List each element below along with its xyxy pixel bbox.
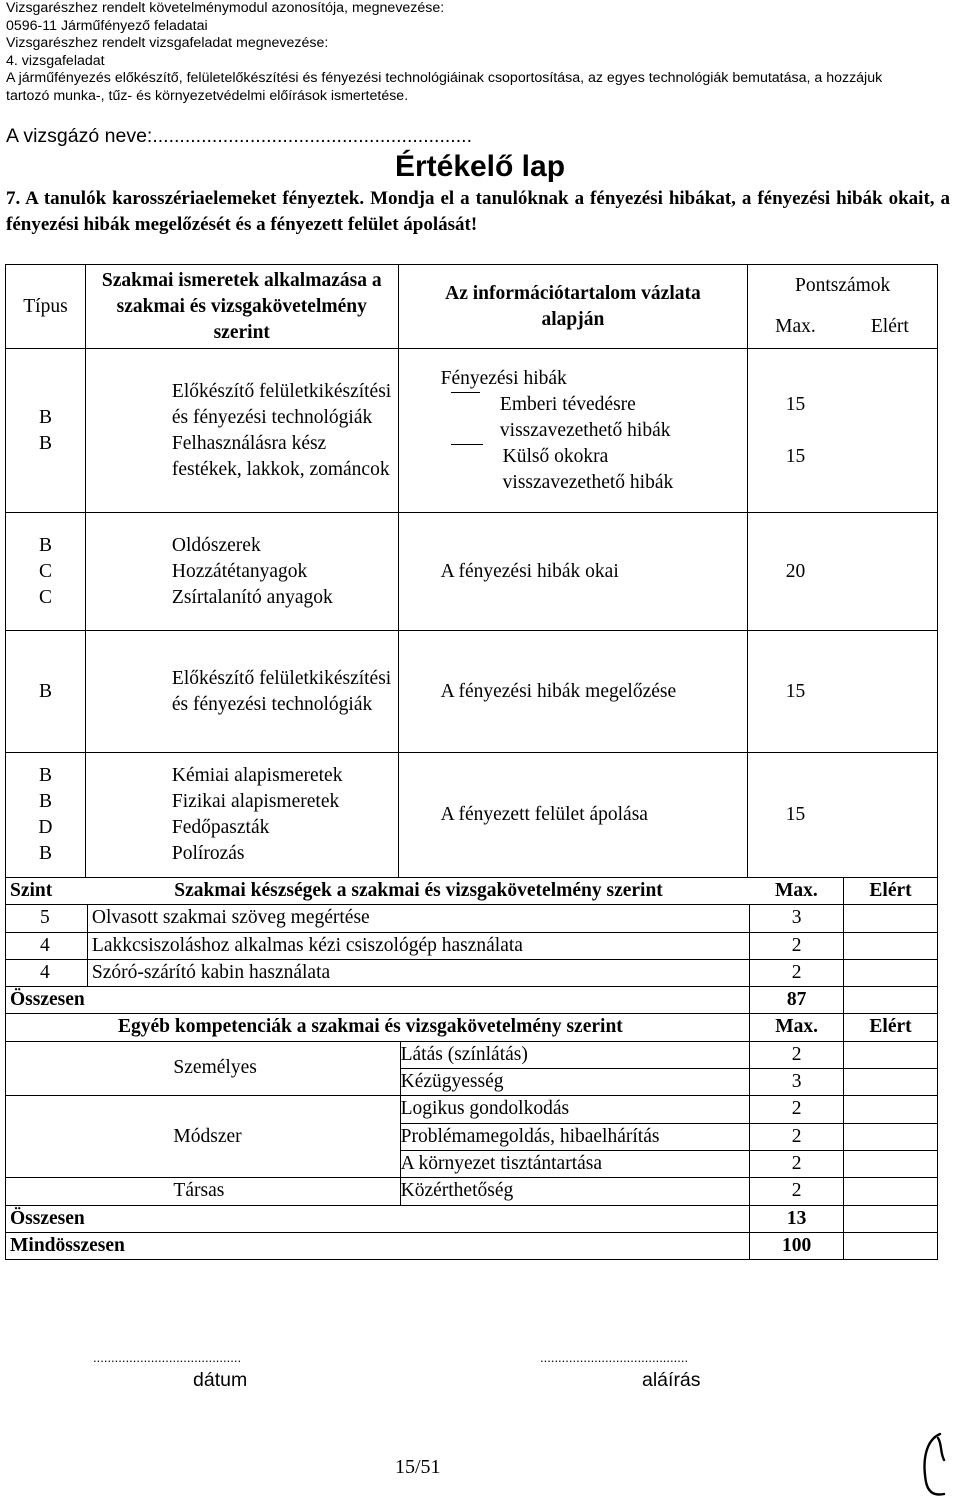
competency-group: Személyes bbox=[87, 1041, 400, 1096]
table-row bbox=[6, 513, 938, 631]
skill-name: Olvasott szakmai szöveg megértése bbox=[87, 905, 749, 932]
outline-item: Külső okokra visszavezethető hibák bbox=[502, 445, 674, 493]
total-achieved bbox=[844, 1232, 938, 1259]
type-code: D bbox=[38, 817, 53, 838]
competency-row bbox=[6, 1096, 938, 1123]
achieved-header: Elért bbox=[844, 878, 938, 905]
knowledge-item: Zsírtalanító anyagok bbox=[171, 586, 333, 608]
type-code: B bbox=[38, 843, 52, 864]
max-points: 15 bbox=[785, 393, 806, 415]
knowledge-item: Előkészítő felületkikészítési és fényezési technológiák bbox=[85, 631, 398, 753]
knowledge-item: Fedőpaszták bbox=[171, 817, 270, 838]
header-outline: Az információtartalom vázlata alapján bbox=[398, 265, 748, 349]
header-line: Vizsgarészhez rendelt követelménymodul azonosítója, megnevezése: bbox=[6, 0, 445, 16]
competency-item: Problémamegoldás, hibaelhárítás bbox=[400, 1123, 750, 1150]
skill-achieved bbox=[844, 932, 938, 959]
other-title: Egyéb kompetenciák a szakmai és vizsgakövetelmény szerint bbox=[6, 1014, 750, 1041]
header-achieved: Elért bbox=[843, 307, 938, 349]
outline-bullet bbox=[441, 444, 718, 496]
max-points: 20 bbox=[748, 513, 843, 631]
header-line: Vizsgarészhez rendelt vizsgafeladat megnevezése: bbox=[6, 35, 329, 52]
type-code: C bbox=[38, 560, 52, 582]
skill-level: 4 bbox=[6, 959, 88, 986]
subtotal-value: 13 bbox=[750, 1205, 844, 1232]
competency-item: A környezet tisztántartása bbox=[400, 1150, 750, 1177]
max-points: 15 bbox=[785, 445, 806, 467]
evaluation-table bbox=[5, 264, 938, 878]
knowledge-item: Felhasználásra kész festékek, lakkok, zománcok bbox=[171, 432, 390, 480]
achieved-header: Elért bbox=[844, 1014, 938, 1041]
outline-bullet bbox=[441, 392, 718, 444]
skills-header-row bbox=[6, 878, 938, 905]
outline-item: A fényezési hibák megelőzése bbox=[398, 631, 748, 753]
subtotal-row bbox=[6, 987, 938, 1014]
competency-max: 2 bbox=[750, 1096, 844, 1123]
other-header-row bbox=[6, 1014, 938, 1041]
subtotal-row bbox=[6, 1205, 938, 1232]
skill-level: 5 bbox=[6, 905, 88, 932]
signature-label: aláírás bbox=[642, 1369, 701, 1391]
type-code: B bbox=[38, 406, 52, 428]
date-dots: ......................................... bbox=[93, 1350, 242, 1365]
competency-row bbox=[6, 1041, 938, 1068]
subtotal-achieved bbox=[844, 1205, 938, 1232]
signature-dots: ......................................... bbox=[540, 1350, 689, 1365]
candidate-name-field: A vizsgázó neve:........................................................... bbox=[6, 125, 472, 147]
competency-item: Közérthetőség bbox=[400, 1178, 750, 1205]
total-value: 100 bbox=[750, 1232, 844, 1259]
knowledge-item: Polírozás bbox=[171, 843, 245, 864]
header-knowledge: Szakmai ismeretek alkalmazása a szakmai és vizsgakövetelmény szerint bbox=[85, 265, 398, 349]
header-line: 4. vizsgafeladat bbox=[6, 52, 105, 69]
skill-achieved bbox=[844, 905, 938, 932]
total-row bbox=[6, 1232, 938, 1259]
max-header: Max. bbox=[750, 1014, 844, 1041]
achieved-points bbox=[843, 631, 938, 753]
max-points: 15 bbox=[748, 753, 843, 878]
competency-item: Logikus gondolkodás bbox=[400, 1096, 750, 1123]
skill-row bbox=[6, 932, 938, 959]
competency-group: Társas bbox=[87, 1178, 400, 1205]
subtotal-label: Összesen bbox=[6, 1205, 750, 1232]
knowledge-item: Hozzátétanyagok bbox=[171, 560, 308, 582]
type-code: B bbox=[38, 791, 52, 812]
knowledge-item: Kémiai alapismeretek bbox=[171, 765, 343, 786]
handwritten-mark-icon bbox=[918, 1430, 958, 1500]
achieved-points bbox=[843, 753, 938, 878]
page-title: Értékelő lap bbox=[394, 150, 566, 183]
header-line: 0596-11 Járműfényező feladatai bbox=[6, 17, 208, 34]
type-code: B bbox=[38, 680, 52, 702]
skill-achieved bbox=[844, 959, 938, 986]
skill-max: 3 bbox=[750, 905, 844, 932]
competency-row bbox=[6, 1178, 938, 1205]
skill-max: 2 bbox=[750, 959, 844, 986]
achieved-points bbox=[843, 513, 938, 631]
header-line: A járműfényezés előkészítő, felületelőkészítési és fényezési technológiáinak csoportosítása, az egyes technológiák bemutatása, a hozzájuk bbox=[6, 70, 883, 87]
achieved-points bbox=[843, 349, 938, 513]
competency-max: 2 bbox=[750, 1041, 844, 1068]
outline-item: A fényezési hibák okai bbox=[398, 513, 748, 631]
total-label: Mindösszesen bbox=[6, 1232, 750, 1259]
level-header: Szint bbox=[6, 878, 88, 905]
skills-table bbox=[5, 877, 938, 1260]
max-points: 15 bbox=[748, 631, 843, 753]
knowledge-item: Fizikai alapismeretek bbox=[171, 791, 340, 812]
competency-max: 3 bbox=[750, 1069, 844, 1096]
skill-name: Szóró-szárító kabin használata bbox=[87, 959, 749, 986]
competency-group: Módszer bbox=[87, 1096, 400, 1178]
document-header bbox=[6, 0, 956, 106]
competency-item: Látás (színlátás) bbox=[400, 1041, 750, 1068]
header-type: Típus bbox=[6, 265, 86, 349]
page-number: 15/51 bbox=[395, 1456, 441, 1478]
date-label: dátum bbox=[193, 1369, 248, 1391]
knowledge-item: Előkészítő felületkikészítési és fényezési technológiák bbox=[171, 380, 392, 428]
header-points: Pontszámok bbox=[748, 265, 938, 307]
subtotal-achieved bbox=[844, 987, 938, 1014]
competency-item: Kézügyesség bbox=[400, 1069, 750, 1096]
header-max: Max. bbox=[748, 307, 843, 349]
type-code: B bbox=[38, 432, 52, 454]
competency-max: 2 bbox=[750, 1123, 844, 1150]
skill-max: 2 bbox=[750, 932, 844, 959]
outline-item: A fényezett felület ápolása bbox=[398, 753, 748, 878]
competency-max: 2 bbox=[750, 1178, 844, 1205]
skills-title: Szakmai készségek a szakmai és vizsgakövetelmény szerint bbox=[87, 878, 749, 905]
skill-row bbox=[6, 959, 938, 986]
subtotal-label: Összesen bbox=[6, 987, 750, 1014]
outline-item: Emberi tévedésre visszavezethető hibák bbox=[499, 393, 671, 441]
type-code: B bbox=[38, 765, 52, 786]
header-line: tartozó munka-, tűz- és környezetvédelmi előírások ismertetése. bbox=[6, 87, 409, 104]
skill-level: 4 bbox=[6, 932, 88, 959]
competency-max: 2 bbox=[750, 1150, 844, 1177]
table-row bbox=[6, 753, 938, 878]
type-code: B bbox=[38, 534, 52, 556]
table-row bbox=[6, 631, 938, 753]
type-code: C bbox=[38, 586, 52, 608]
outline-title: Fényezési hibák bbox=[440, 367, 567, 389]
skill-name: Lakkcsiszoláshoz alkalmas kézi csiszológép használata bbox=[87, 932, 749, 959]
knowledge-item: Oldószerek bbox=[171, 534, 261, 556]
skill-row bbox=[6, 905, 938, 932]
max-header: Max. bbox=[750, 878, 844, 905]
task-description: 7. A tanulók karosszériaelemeket fényeztek. Mondja el a tanulóknak a fényezési hibákat, a fényezési hibák okait, a fényezési hibák megelőzését és a fényezett felület ápolását! bbox=[6, 188, 950, 235]
subtotal-value: 87 bbox=[750, 987, 844, 1014]
table-row bbox=[6, 349, 938, 513]
